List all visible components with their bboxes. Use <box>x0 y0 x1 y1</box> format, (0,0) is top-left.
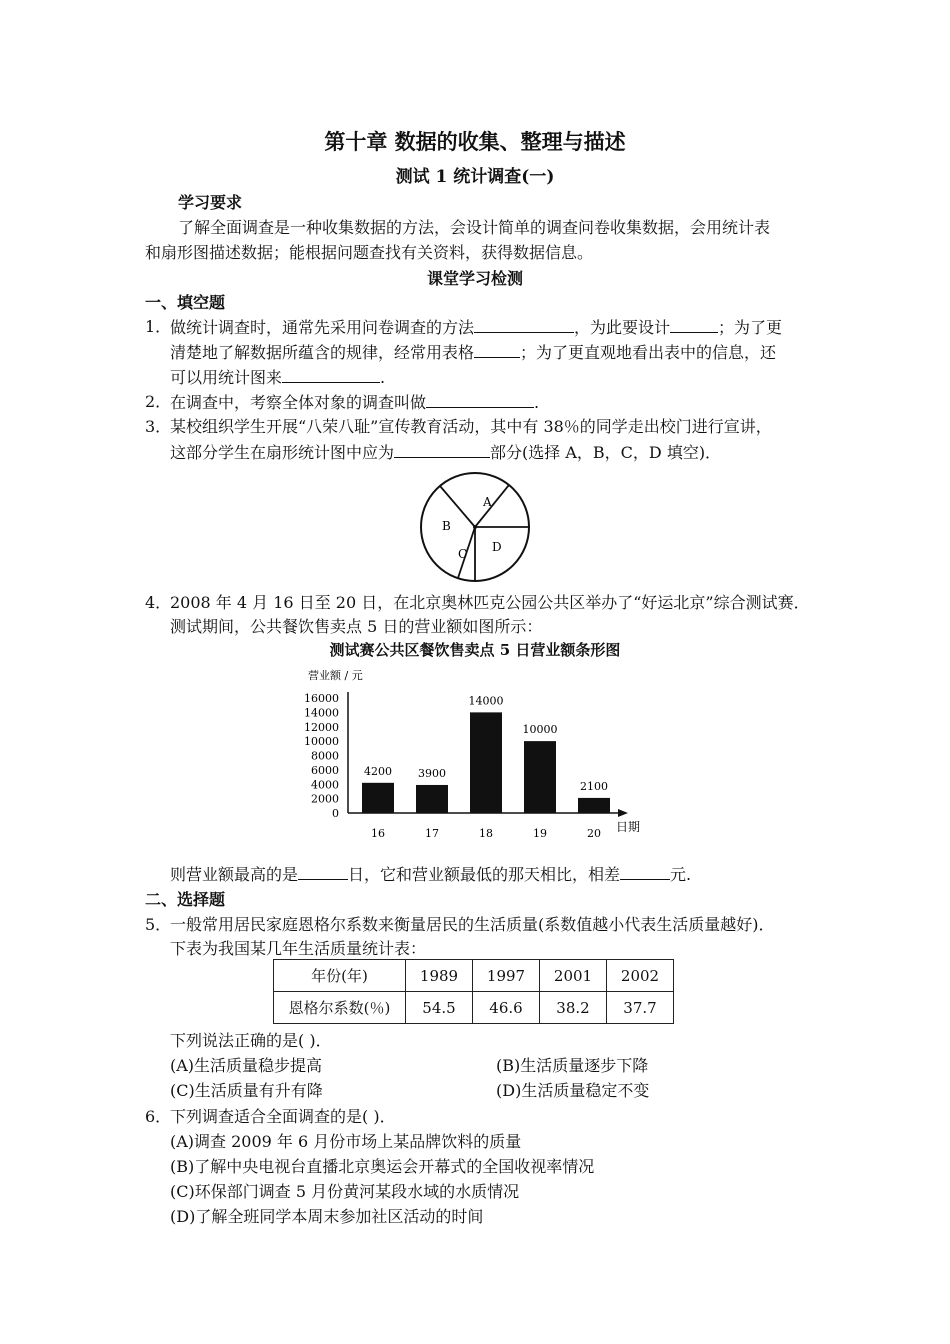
bar-value-label: 4200 <box>364 764 392 778</box>
q6-option-b[interactable]: (B)了解中央电视台直播北京奥运会开幕式的全国收视率情况 <box>170 1157 595 1176</box>
table-cell: 54.5 <box>406 992 473 1024</box>
q4-answer-c: 元. <box>670 865 692 884</box>
part2-heading: 二、选择题 <box>145 890 226 909</box>
bar-chart <box>290 662 670 847</box>
pie-divider-1 <box>475 485 509 527</box>
q1-blank-2[interactable] <box>670 317 718 333</box>
q1-text-b: ，为此要设计 <box>574 318 671 337</box>
bar-value-label: 3900 <box>418 766 446 780</box>
q4-number: 4． <box>145 593 172 612</box>
q6-number: 6． <box>145 1107 172 1126</box>
pie-label-c: C <box>458 547 468 561</box>
x-tick-label: 17 <box>425 827 439 840</box>
requirements-line-2: 和扇形图描述数据；能根据问题查找有关资料，获得数据信息。 <box>145 243 594 262</box>
q1-line-1 <box>170 317 782 338</box>
y-tick-label: 6000 <box>311 763 339 777</box>
q3-number: 3． <box>145 417 172 436</box>
pie-label-b: B <box>442 519 451 533</box>
x-tick-label: 18 <box>479 827 493 840</box>
q1-text-g: . <box>380 368 386 387</box>
q1-blank-4[interactable] <box>282 367 380 383</box>
table-cell: 46.6 <box>473 992 540 1024</box>
bar <box>416 785 448 813</box>
bar <box>362 783 394 813</box>
x-axis-arrow <box>618 809 628 817</box>
chart-xlabel: 日期 <box>616 820 641 834</box>
y-tick-label: 14000 <box>304 706 339 720</box>
x-tick-label: 19 <box>533 827 547 840</box>
chart-ylabel: 营业额 / 元 <box>308 669 363 682</box>
q5-line-2: 下表为我国某几年生活质量统计表： <box>170 939 427 958</box>
y-tick-label: 8000 <box>311 749 339 763</box>
table-header-engel: 恩格尔系数(％) <box>274 992 406 1024</box>
bar-value-label: 14000 <box>468 694 504 708</box>
q3-text-b: 部分(选择 A，B，C，D 填空)． <box>490 443 722 462</box>
q6-prompt: 下列调查适合全面调查的是( )． <box>170 1107 396 1126</box>
q3-blank[interactable] <box>394 442 490 458</box>
q2-blank[interactable] <box>426 392 534 408</box>
table-row <box>274 960 674 992</box>
pie-label-a: A <box>483 495 492 509</box>
table-header-year: 年份(年) <box>274 960 406 992</box>
y-tick-label: 10000 <box>304 735 339 749</box>
q1-text-e: ；为了更直观地看出表中的信息，还 <box>520 343 777 362</box>
q6-option-a[interactable]: (A)调查 2009 年 6 月份市场上某品牌饮料的质量 <box>170 1132 522 1151</box>
q4-answer-line <box>170 864 691 885</box>
engel-table <box>273 959 674 1024</box>
q1-line-3 <box>170 367 385 388</box>
requirements-line-1: 了解全面调查是一种收集数据的方法，会设计简单的调查问卷收集数据，会用统计表 <box>178 218 771 237</box>
q5-number: 5． <box>145 915 172 934</box>
q1-blank-3[interactable] <box>474 342 520 358</box>
table-cell: 2002 <box>607 960 674 992</box>
bar <box>470 712 502 813</box>
y-tick-label: 2000 <box>311 792 339 806</box>
section-check-heading: 课堂学习检测 <box>426 269 523 288</box>
q2-line <box>170 392 539 413</box>
pie-center-dot <box>473 525 477 529</box>
q2-text: 在调查中，考察全体对象的调查叫做 <box>170 393 427 412</box>
requirements-heading: 学习要求 <box>178 193 243 212</box>
q1-text-f: 可以用统计图来 <box>170 368 283 387</box>
q3-line-1: 某校组织学生开展“八荣八耻”宣传教育活动，其中有 38％的同学走出校门进行宣讲， <box>170 417 772 436</box>
q4-answer-a: 则营业额最高的是 <box>170 865 299 884</box>
table-cell: 37.7 <box>607 992 674 1024</box>
chart-title: 测试赛公共区餐饮售卖点 5 日营业额条形图 <box>329 641 621 659</box>
q5-option-a[interactable]: (A)生活质量稳步提高 <box>170 1056 323 1075</box>
q3-line-2 <box>170 442 721 463</box>
table-cell: 2001 <box>540 960 607 992</box>
q5-prompt: 下列说法正确的是( )． <box>170 1031 332 1050</box>
chapter-title: 第十章 数据的收集、整理与描述 <box>324 129 626 154</box>
q6-option-d[interactable]: (D)了解全班同学本周末参加社区活动的时间 <box>170 1207 484 1226</box>
q3-text-a: 这部分学生在扇形统计图中应为 <box>170 443 395 462</box>
q4-line-1: 2008 年 4 月 16 日至 20 日，在北京奥林匹克公园公共区举办了“好运北京”综合测试赛． <box>170 593 810 612</box>
x-tick-label: 16 <box>371 827 385 840</box>
q5-option-b[interactable]: (B)生活质量逐步下降 <box>496 1056 649 1075</box>
table-cell: 1989 <box>406 960 473 992</box>
part1-heading: 一、填空题 <box>145 293 226 312</box>
q1-text-d: 清楚地了解数据所蕴含的规律，经常用表格 <box>170 343 475 362</box>
y-tick-label: 4000 <box>311 778 339 792</box>
q1-number: 1． <box>145 317 172 336</box>
pie-diagram <box>416 472 536 586</box>
x-tick-label: 20 <box>587 827 601 840</box>
q5-option-d[interactable]: (D)生活质量稳定不变 <box>496 1081 650 1100</box>
chart-yticks <box>304 692 339 820</box>
y-tick-label: 0 <box>332 807 339 820</box>
q2-number: 2． <box>145 392 172 411</box>
table-cell: 38.2 <box>540 992 607 1024</box>
q4-answer-b: 日，它和营业额最低的那天相比，相差 <box>348 865 621 884</box>
chart-bars <box>362 694 610 813</box>
q1-blank-1[interactable] <box>474 317 574 333</box>
bar <box>524 741 556 813</box>
y-tick-label: 12000 <box>304 720 339 734</box>
q4-blank-1[interactable] <box>298 864 348 880</box>
y-tick-label: 16000 <box>304 692 339 705</box>
table-row <box>274 992 674 1024</box>
test-title: 测试 1 统计调查(一) <box>395 167 555 187</box>
q1-text-a: 做统计调查时，通常先采用问卷调查的方法 <box>170 318 475 337</box>
table-cell: 1997 <box>473 960 540 992</box>
chart-xticks <box>371 827 601 840</box>
pie-label-d: D <box>492 540 502 554</box>
q5-option-c[interactable]: (C)生活质量有升有降 <box>170 1081 323 1100</box>
bar <box>578 798 610 813</box>
bar-value-label: 2100 <box>580 779 608 793</box>
bar-value-label: 10000 <box>522 723 558 737</box>
q4-blank-2[interactable] <box>620 864 670 880</box>
q1-text-c: ；为了更 <box>718 318 783 337</box>
q2-end: . <box>534 393 540 412</box>
q6-option-c[interactable]: (C)环保部门调查 5 月份黄河某段水域的水质情况 <box>170 1182 520 1201</box>
q1-line-2 <box>170 342 776 363</box>
q4-line-2: 测试期间，公共餐饮售卖点 5 日的营业额如图所示： <box>170 617 543 636</box>
q5-line-1: 一般常用居民家庭恩格尔系数来衡量居民的生活质量(系数值越小代表生活质量越好)． <box>170 915 775 934</box>
